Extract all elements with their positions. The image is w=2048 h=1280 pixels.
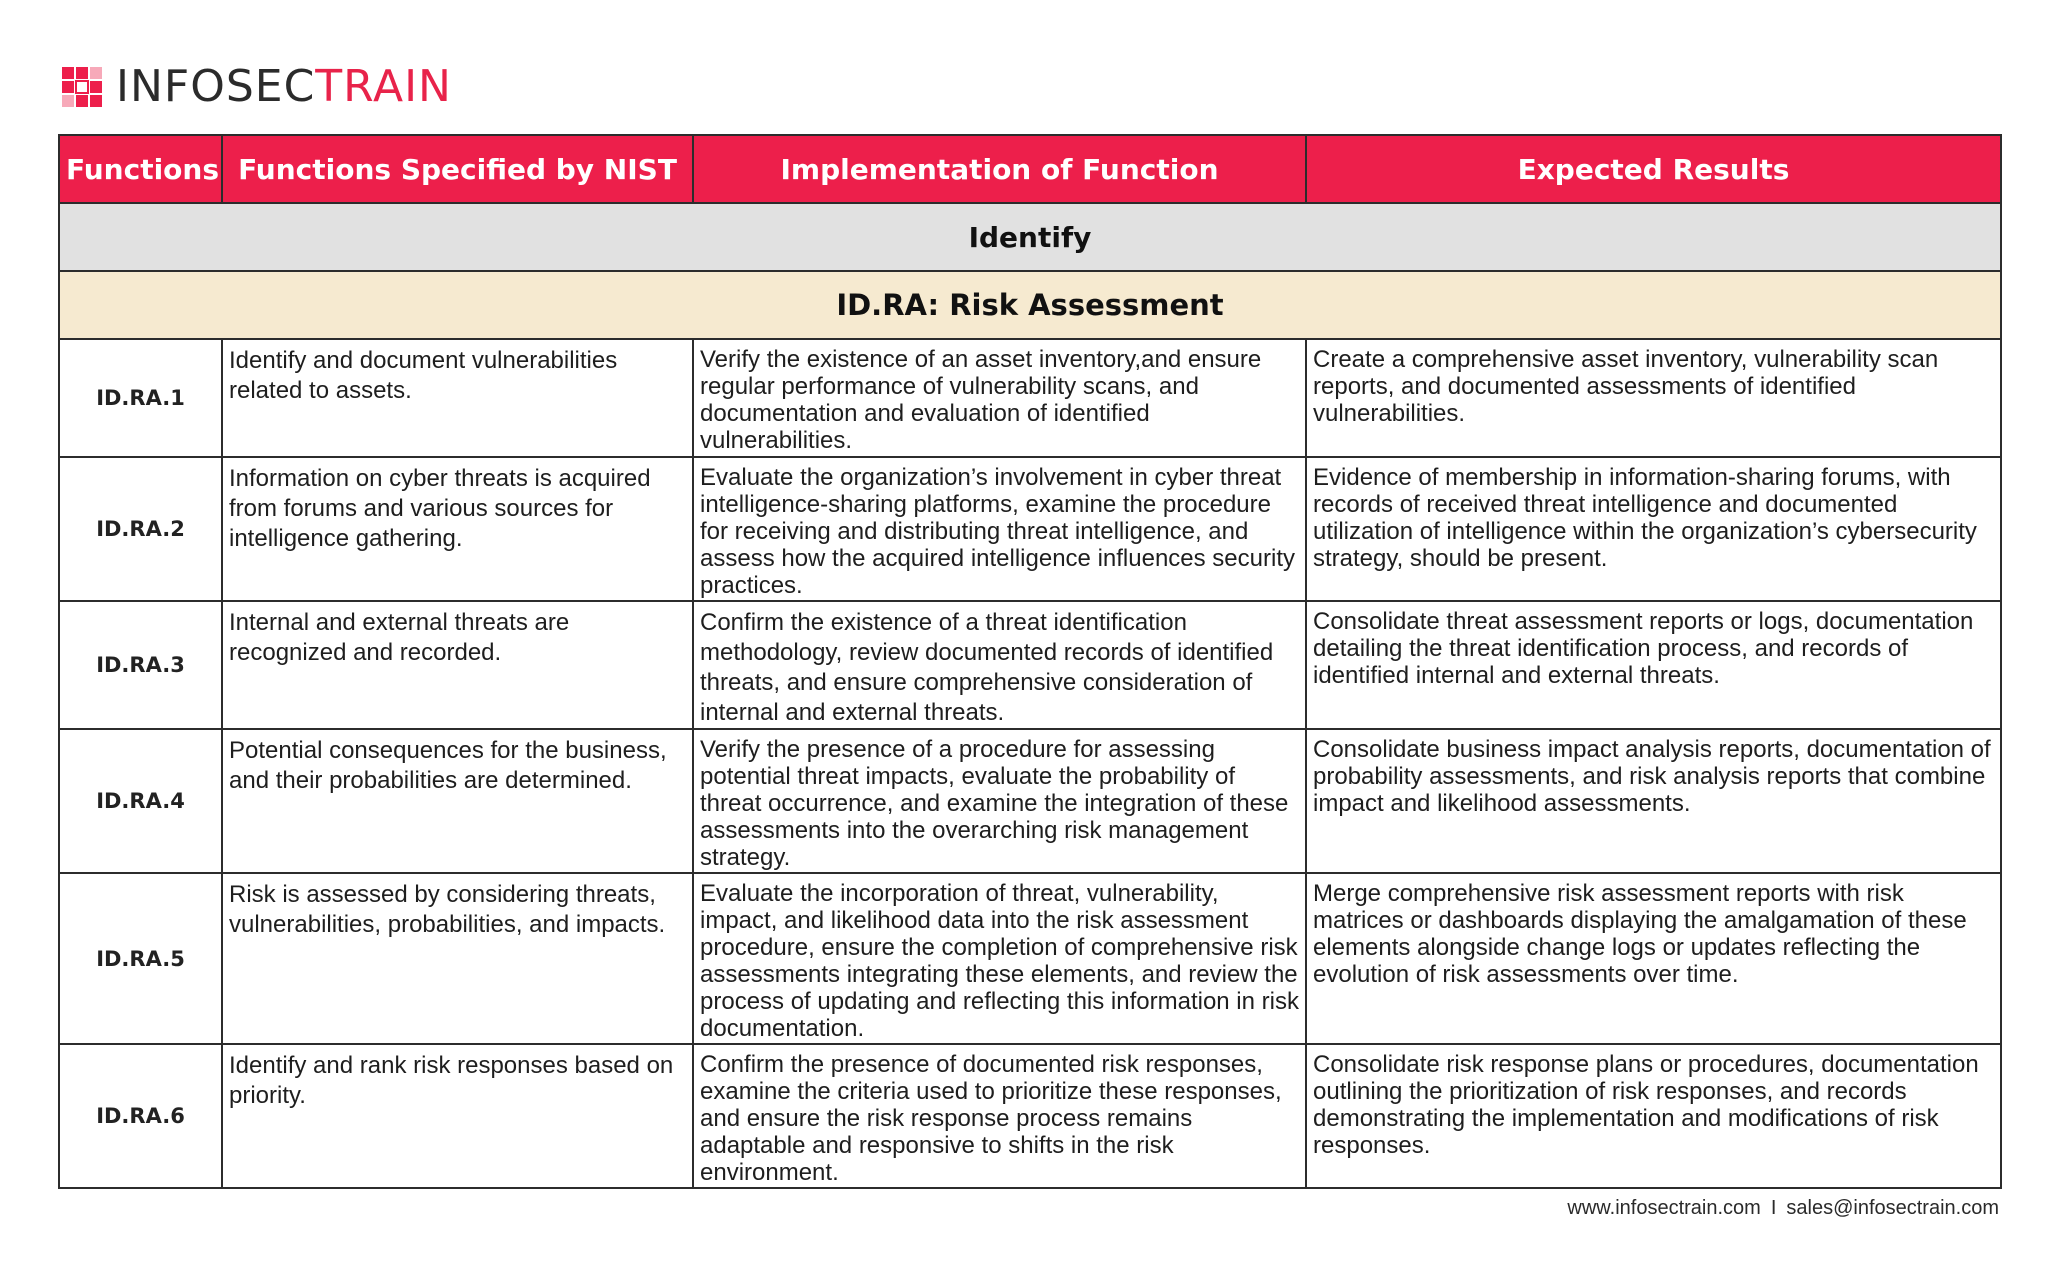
function-id: ID.RA.1: [59, 339, 222, 457]
brand-name: [116, 61, 452, 112]
table-row: [59, 457, 2001, 601]
header-nist: Functions Specified by NIST: [222, 135, 693, 203]
section-row: [59, 203, 2001, 271]
implementation: Evaluate the incorporation of threat, vulnerability, impact, and likelihood data into the risk assessment procedure, ensure the completion of comprehensive risk assessments integrating these elements, and review the process of updating and reflecting this information in risk documentation.: [693, 873, 1306, 1044]
expected-results: Evidence of membership in information-sharing forums, with records of received threat intelligence and documented utilization of intelligence within the organization’s cybersecurity strategy, should be present.: [1306, 457, 2001, 601]
function-id: ID.RA.2: [59, 457, 222, 601]
nist-risk-assessment-table: [58, 134, 2002, 1189]
function-id: ID.RA.5: [59, 873, 222, 1044]
brand-name-part2: TRAIN: [315, 61, 452, 112]
expected-results: Consolidate threat assessment reports or logs, documentation detailing the threat identification process, and records of identified internal and external threats.: [1306, 601, 2001, 729]
brand-name-part1: INFOSEC: [116, 61, 316, 112]
nist-function: Potential consequences for the business, and their probabilities are determined.: [222, 729, 693, 873]
footer-separator: I: [1770, 1197, 1777, 1219]
nist-function: Identify and document vulnerabilities related to assets.: [222, 339, 693, 457]
footer-contact: [1567, 1197, 1999, 1220]
expected-results: Consolidate business impact analysis reports, documentation of probability assessments, and risk analysis reports that combine impact and likelihood assessments.: [1306, 729, 2001, 873]
table-row: [59, 1044, 2001, 1188]
expected-results: Merge comprehensive risk assessment reports with risk matrices or dashboards displaying the amalgamation of these elements alongside change logs or updates reflecting the evolution of risk assessments over time.: [1306, 873, 2001, 1044]
grid-square-icon: [62, 67, 102, 107]
table-row: [59, 729, 2001, 873]
header-functions: Functions: [59, 135, 222, 203]
section-title: Identify: [59, 203, 2001, 271]
nist-function: Identify and rank risk responses based on priority.: [222, 1044, 693, 1188]
brand-logo: [62, 61, 452, 112]
category-row: [59, 271, 2001, 339]
function-id: ID.RA.3: [59, 601, 222, 729]
footer-website-link[interactable]: www.infosectrain.com: [1567, 1197, 1761, 1219]
nist-function: Internal and external threats are recognized and recorded.: [222, 601, 693, 729]
expected-results: Create a comprehensive asset inventory, vulnerability scan reports, and documented assessments of identified vulnerabilities.: [1306, 339, 2001, 457]
table-header-row: [59, 135, 2001, 203]
table-row: [59, 339, 2001, 457]
implementation: Evaluate the organization’s involvement in cyber threat intelligence-sharing platforms, examine the procedure for receiving and distributing threat intelligence, and assess how the acquired intelligence influences security practices.: [693, 457, 1306, 601]
nist-function: Information on cyber threats is acquired from forums and various sources for intelligence gathering.: [222, 457, 693, 601]
function-id: ID.RA.6: [59, 1044, 222, 1188]
table-row: [59, 873, 2001, 1044]
header-expected-results: Expected Results: [1306, 135, 2001, 203]
implementation: Confirm the existence of a threat identification methodology, review documented records of identified threats, and ensure comprehensive consideration of internal and external threats.: [693, 601, 1306, 729]
footer-email-link[interactable]: sales@infosectrain.com: [1786, 1197, 1999, 1219]
category-title: ID.RA: Risk Assessment: [59, 271, 2001, 339]
nist-function: Risk is assessed by considering threats, vulnerabilities, probabilities, and impacts.: [222, 873, 693, 1044]
expected-results: Consolidate risk response plans or procedures, documentation outlining the prioritization of risk responses, and records demonstrating the implementation and modifications of risk responses.: [1306, 1044, 2001, 1188]
table-row: [59, 601, 2001, 729]
function-id: ID.RA.4: [59, 729, 222, 873]
implementation: Confirm the presence of documented risk responses, examine the criteria used to prioritize these responses, and ensure the risk response process remains adaptable and responsive to shifts in the risk environment.: [693, 1044, 1306, 1188]
implementation: Verify the existence of an asset inventory,and ensure regular performance of vulnerability scans, and documentation and evaluation of identified vulnerabilities.: [693, 339, 1306, 457]
implementation: Verify the presence of a procedure for assessing potential threat impacts, evaluate the probability of threat occurrence, and examine the integration of these assessments into the overarching risk management strategy.: [693, 729, 1306, 873]
header-implementation: Implementation of Function: [693, 135, 1306, 203]
